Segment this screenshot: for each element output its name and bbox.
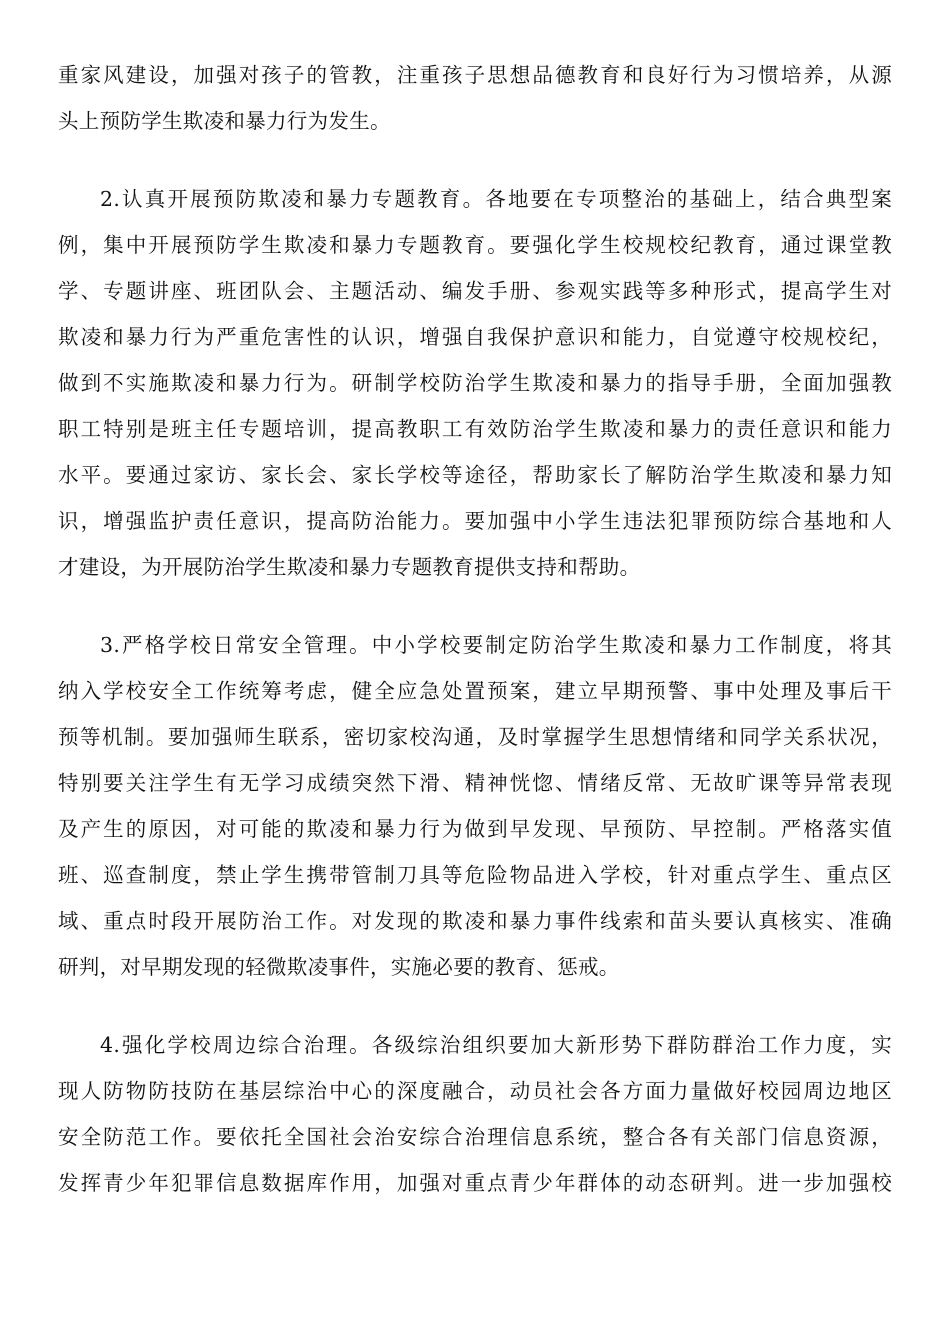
text-line: 学、专题讲座、班团队会、主题活动、编发手册、参观实践等多种形式，提高学生对 [58, 279, 892, 303]
text-line: 及产生的原因，对可能的欺凌和暴力行为做到早发现、早预防、早控制。严格落实值 [58, 817, 892, 841]
text-line: 班、巡查制度，禁止学生携带管制刀具等危险物品进入学校，针对重点学生、重点区 [58, 863, 892, 887]
text-line: 头上预防学生欺凌和暴力行为发生。 [58, 109, 391, 133]
paragraph-2 [58, 176, 892, 590]
text-line: 发挥青少年犯罪信息数据库作用，加强对重点青少年群体的动态研判。进一步加强校 [58, 1171, 892, 1195]
text-line: 水平。要通过家访、家长会、家长学校等途径，帮助家长了解防治学生欺凌和暴力知 [58, 463, 892, 487]
text-line: 做到不实施欺凌和暴力行为。研制学校防治学生欺凌和暴力的指导手册，全面加强教 [58, 371, 892, 395]
text-line: 识，增强监护责任意识，提高防治能力。要加强中小学生违法犯罪预防综合基地和人 [58, 509, 892, 533]
paragraph-3 [58, 622, 892, 990]
paragraph-1 [58, 52, 892, 144]
text-line: 欺凌和暴力行为严重危害性的认识，增强自我保护意识和能力，自觉遵守校规校纪， [58, 325, 892, 349]
text-line: 预等机制。要加强师生联系，密切家校沟通，及时掌握学生思想情绪和同学关系状况， [58, 725, 892, 749]
text-line: 研判，对早期发现的轻微欺凌事件，实施必要的教育、惩戒。 [58, 955, 620, 979]
text-line: 职工特别是班主任专题培训，提高教职工有效防治学生欺凌和暴力的责任意识和能力 [58, 417, 892, 441]
text-line: 4.强化学校周边综合治理。各级综治组织要加大新形势下群防群治工作力度，实 [100, 1033, 892, 1057]
text-line: 3.严格学校日常安全管理。中小学校要制定防治学生欺凌和暴力工作制度，将其 [100, 633, 892, 657]
text-line: 特别要关注学生有无学习成绩突然下滑、精神恍惚、情绪反常、无故旷课等异常表现 [58, 771, 892, 795]
text-line: 域、重点时段开展防治工作。对发现的欺凌和暴力事件线索和苗头要认真核实、准确 [58, 909, 892, 933]
text-line: 才建设，为开展防治学生欺凌和暴力专题教育提供支持和帮助。 [58, 555, 641, 579]
paragraph-4 [58, 1022, 892, 1206]
text-line: 重家风建设，加强对孩子的管教，注重孩子思想品德教育和良好行为习惯培养，从源 [58, 63, 892, 87]
text-line: 安全防范工作。要依托全国社会治安综合治理信息系统，整合各有关部门信息资源， [58, 1125, 892, 1149]
text-line: 现人防物防技防在基层综治中心的深度融合，动员社会各方面力量做好校园周边地区 [58, 1079, 892, 1103]
text-line: 2.认真开展预防欺凌和暴力专题教育。各地要在专项整治的基础上，结合典型案 [100, 187, 892, 211]
text-line: 纳入学校安全工作统筹考虑，健全应急处置预案，建立早期预警、事中处理及事后干 [58, 679, 892, 703]
document-page [58, 52, 892, 1206]
text-line: 例，集中开展预防学生欺凌和暴力专题教育。要强化学生校规校纪教育，通过课堂教 [58, 233, 892, 257]
